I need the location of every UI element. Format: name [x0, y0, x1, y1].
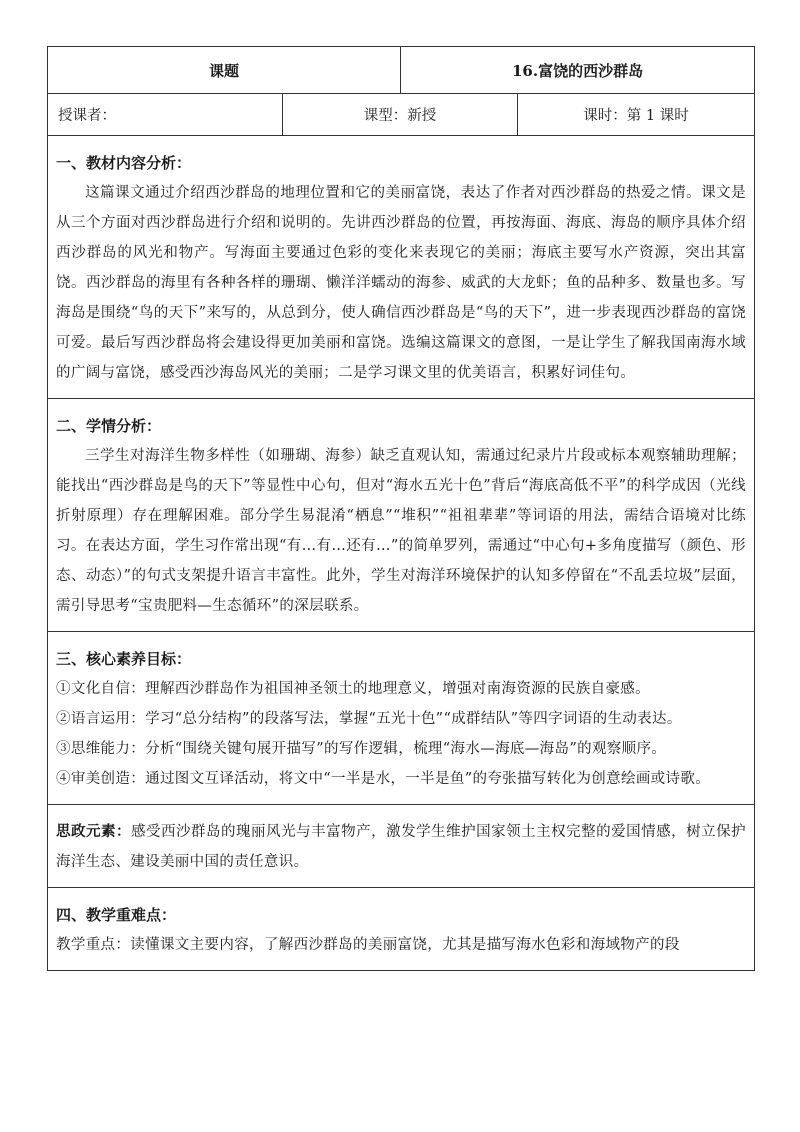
ideology-section-row	[48, 805, 755, 888]
goal-item-thinking: ③思维能力：分析“围绕关键句展开描写”的写作逻辑，梳理“海水—海底—海岛”的观察顺序。	[56, 741, 667, 757]
meta-row	[48, 94, 755, 136]
goal-item-aesthetic: ④审美创造：通过图文互译活动，将文中“一半是水，一半是鱼”的夸张描写转化为创意绘画或诗歌。	[56, 771, 711, 787]
goals-title: 三、核心素养目标：	[56, 650, 192, 668]
lesson-plan-table	[47, 46, 755, 971]
material-section	[48, 136, 755, 399]
topic-label: 课题	[48, 47, 401, 94]
lesson-plan-page	[47, 46, 754, 971]
students-section	[48, 399, 755, 632]
lesson-time-cell: 课时：第 1 课时	[518, 94, 755, 136]
lesson-type-cell: 课型：新授	[283, 94, 518, 136]
topic-value: 16.富饶的西沙群岛	[401, 47, 755, 94]
keypoints-title: 四、教学重难点：	[56, 906, 177, 924]
ideology-label: 思政元素：	[56, 823, 132, 840]
teacher-cell: 授课者：	[48, 94, 283, 136]
goals-section	[48, 632, 755, 805]
goal-item-culture: ①文化自信：理解西沙群岛作为祖国神圣领土的地理意义，增强对南海资源的民族自豪感。	[56, 681, 650, 697]
students-section-row	[48, 399, 755, 632]
ideology-section	[48, 805, 755, 888]
goal-item-language: ②语言运用：学习“总分结构”的段落写法，掌握“五光十色”“成群结队”等四字词语的生动表达。	[56, 711, 682, 727]
keypoints-section-row	[48, 888, 755, 971]
material-title: 一、教材内容分析：	[56, 154, 192, 172]
students-title: 二、学情分析：	[56, 417, 162, 435]
material-body: 这篇课文通过介绍西沙群岛的地理位置和它的美丽富饶，表达了作者对西沙群岛的热爱之情。课文是从三个方面对西沙群岛进行介绍和说明的。先讲西沙群岛的位置，再按海面、海底、海岛的顺序具体介绍西沙群岛的风光和物产。写海面主要通过色彩的变化来表现它的美丽；海底主要写水产资源，突出其富饶。西沙群岛的海里有各种各样的珊瑚、懒洋洋蠕动的海参、威武的大龙虾；鱼的品种多、数量也多。写海岛是围绕“鸟的天下”来写的，从总到分，使人确信西沙群岛是“鸟的天下”，进一步表现西沙群岛的富饶可爱。最后写西沙群岛将会建设得更加美丽和富饶。选编这篇课文的意图，一是让学生了解我国南海水域的广阔与富饶，感受西沙海岛风光的美丽；二是学习课文里的优美语言，积累好词佳句。	[56, 185, 747, 381]
ideology-paragraph	[56, 817, 746, 877]
keypoints-section	[48, 888, 755, 971]
ideology-body: 感受西沙群岛的瑰丽风光与丰富物产，激发学生维护国家领土主权完整的爱国情感，树立保护海洋生态、建设美丽中国的责任意识。	[56, 824, 747, 870]
material-section-row	[48, 136, 755, 399]
students-body: 三学生对海洋生物多样性（如珊瑚、海参）缺乏直观认知，需通过纪录片片段或标本观察辅助理解；能找出“西沙群岛是鸟的天下”等显性中心句，但对“海水五光十色”背后“海底高低不平”的科学成因（光线折射原理）存在理解困难。部分学生易混淆“栖息”“堆积”“祖祖辈辈”等词语的用法，需结合语境对比练习。在表达方面，学生习作常出现“有…有…还有…”的简单罗列，需通过“中心句+多角度描写（颜色、形态、动态）”的句式支架提升语言丰富性。此外，学生对海洋环境保护的认知多停留在“不乱丢垃圾”层面，需引导思考“宝贵肥料—生态循环”的深层联系。	[56, 448, 747, 614]
keypoints-body: 教学重点：读懂课文主要内容，了解西沙群岛的美丽富饶，尤其是描写海水色彩和海域物产的段	[56, 937, 680, 953]
goals-section-row	[48, 632, 755, 805]
header-row	[48, 47, 755, 94]
